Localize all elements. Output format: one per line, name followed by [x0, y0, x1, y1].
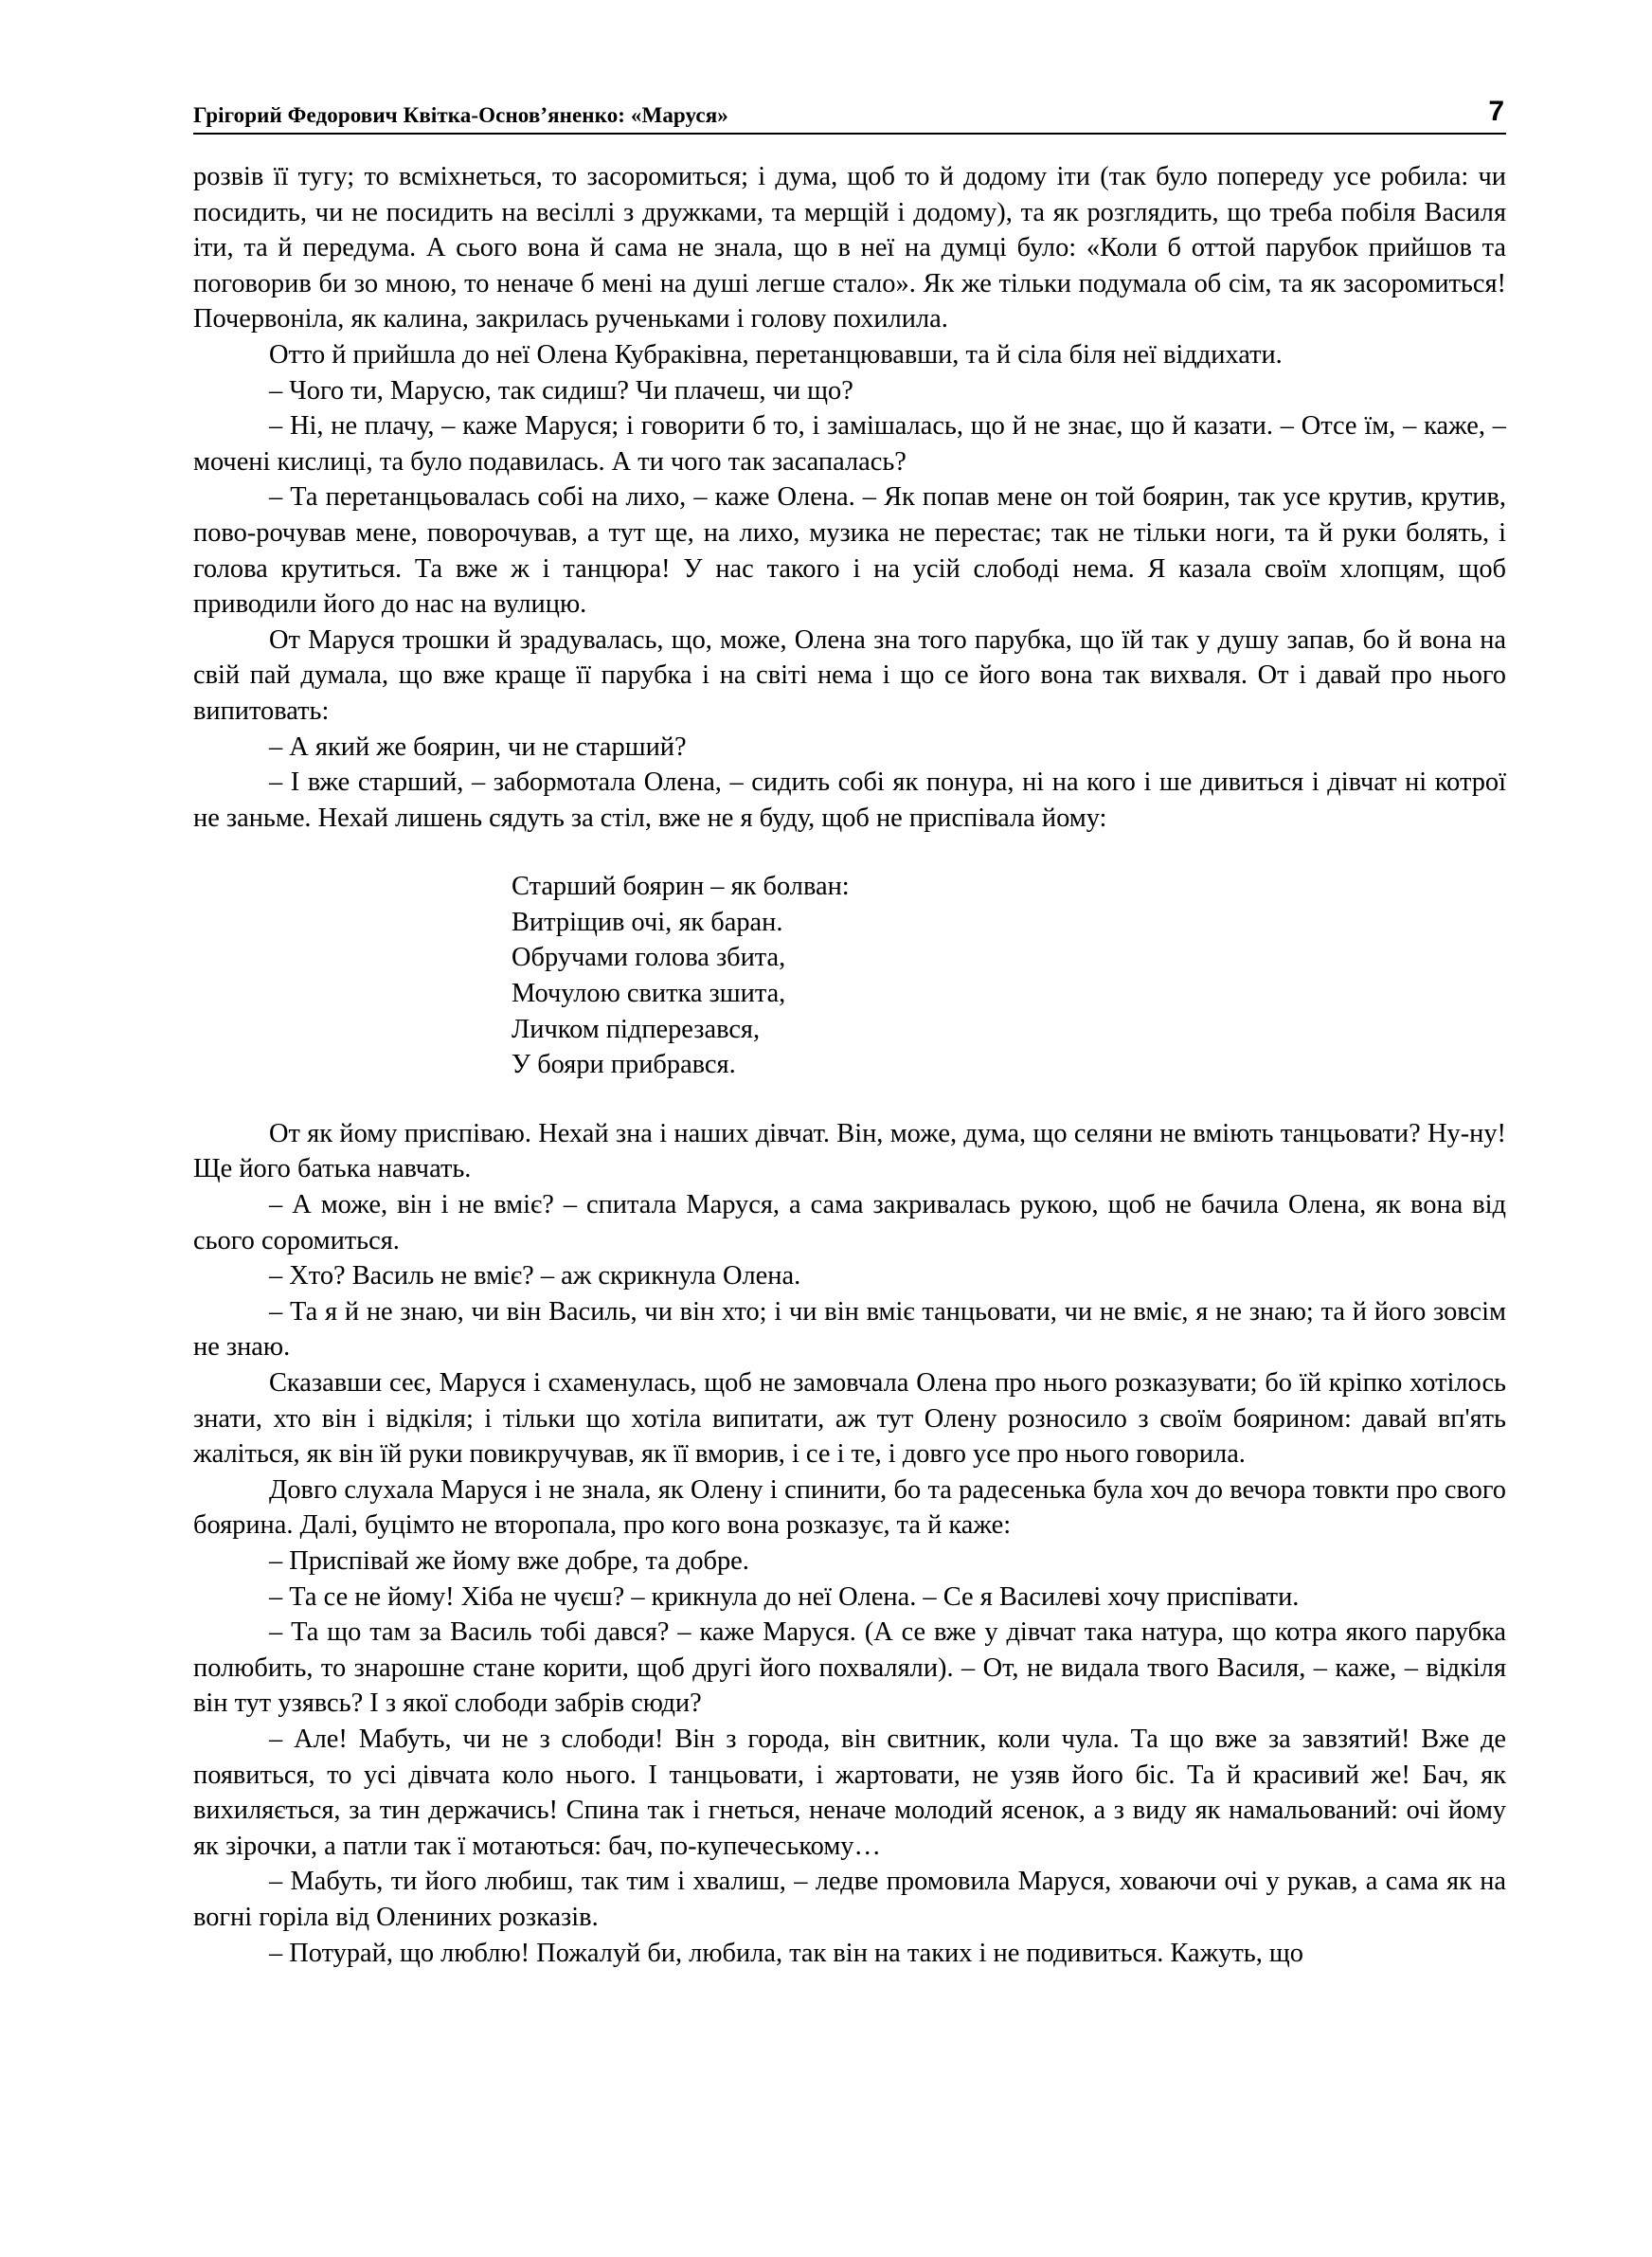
running-title: Грігорий Федорович Квітка-Основ’яненко: «Маруся»	[193, 103, 728, 127]
paragraph: розвів її тугу; то всміхнеться, то засоромиться; і дума, щоб то й додому іти (так було попереду усе робила: чи посидить, чи не посидить на весіллі з дружками, та мерщій і додому), та як розглядить, що треба побіля Василя іти, та й передума. А сього вона й сама не знала, що в неї на думці було: «Коли б оттой парубок прийшов та поговорив би зо мною, то неначе б мені на душі легше стало». Як же тільки подумала об сім, та як засоромиться! Почервоніла, як калина, закрилась рученьками і голову похилила.	[193, 162, 1506, 334]
verse-line: Старший боярин – як болван:	[512, 872, 850, 902]
verse-line: Обручами голова збита,	[512, 943, 786, 973]
paragraph: От як йому приспіваю. Нехай зна і наших дівчат. Він, може, дума, що селяни не вміють танцьовати? Ну-ну! Ще його батька навчать.	[193, 1118, 1506, 1184]
verse-line: У бояри прибрався.	[512, 1050, 736, 1080]
paragraph: – Потурай, що люблю! Пожалуй би, любила, так він на таких і не подивиться. Кажуть, що	[269, 1938, 1303, 1968]
paragraph: – Ні, не плачу, – каже Маруся; і говорити б то, і замішалась, що й не знає, що й казати. – Отсе їм, – каже, – мочені кислиці, та було подавилась. А ти чого так засапалась?	[193, 411, 1506, 477]
paragraph: – І вже старший, – забормотала Олена, – сидить собі як понура, ні на кого і ше дивиться і дівчат ні котрої не заньме. Нехай лишень сядуть за стіл, вже не я буду, щоб не приспівала йому:	[193, 767, 1506, 833]
paragraph: Довго слухала Маруся і не знала, як Олену і спинити, бо та радесенька була хоч до вечора товкти про свого боярина. Далі, буцімто не второпала, про кого вона розказує, та й каже:	[193, 1474, 1506, 1541]
verse-line: Мочулою свитка зшита,	[512, 979, 786, 1009]
verse-line: Личком підперезався,	[512, 1014, 761, 1044]
paragraph: – Та я й не знаю, чи він Василь, чи він хто; і чи він вміє танцьовати, чи не вміє, я не знаю; та й його зовсім не знаю.	[193, 1296, 1506, 1363]
paragraph: – А може, він і не вміє? – спитала Маруся, а сама закривалась рукою, щоб не бачила Олена, як вона від сього соромиться.	[193, 1190, 1506, 1255]
paragraph: – А який же боярин, чи не старший?	[269, 731, 687, 762]
verse-block	[512, 869, 1506, 1083]
paragraph: – Мабуть, ти його любиш, так тим і хвалиш, – ледве промовила Маруся, ховаючи очі у рукав, а сама як на вогні горіла від Олениних розказів.	[193, 1867, 1506, 1932]
paragraph: От Маруся трошки й зрадувалась, що, може, Олена зна того парубка, що їй так у душу запав, бо й вона на свій пай думала, що вже краще її парубка і на світі нема і що се його вона так вихваля. От і давай про нього випитовать:	[193, 624, 1506, 726]
paragraph: – Хто? Василь не вміє? – аж скрикнула Олена.	[269, 1261, 801, 1291]
main-text	[193, 159, 1506, 1971]
paragraph: – Та що там за Василь тобі дався? – каже Маруся. (А се вже у дівчат така натура, що котра якого парубка полюбить, то знарошне стане корити, щоб другі його похваляли). – От, не видала твого Василя, – каже, – відкіля він тут узявсь? І з якої слободи забрів сюди?	[193, 1617, 1506, 1719]
verse-line: Витріщив очі, як баран.	[512, 907, 783, 937]
paragraph: – Чого ти, Марусю, так сидиш? Чи плачеш, чи що?	[269, 375, 853, 406]
paragraph: Сказавши сеє, Маруся і схаменулась, щоб не замовчала Олена про нього розказувати; бо їй кріпко хотілось знати, хто він і відкіля; і тільки що хотіла випитати, аж тут Олену розносило з своїм боярином: давай вп'ять жаліться, як він їй руки повикручував, як її вморив, і се і те, і довго усе про нього говорила.	[193, 1368, 1506, 1470]
paragraph: – Приспівай же йому вже добре, та добре.	[269, 1545, 749, 1576]
page-number: 7	[1488, 96, 1504, 127]
paragraph: – Та перетанцьовалась собі на лихо, – каже Олена. – Як попав мене он той боярин, так усе крутив, крутив, пово-рочував мене, поворочував, а тут ще, на лихо, музика не перестає; так не тільки ноги, та й руки болять, і голова крутиться. Та вже ж і танцюра! У нас такого і на усій слободі нема. Я казала своїм хлопцям, щоб приводили його до нас на вулицю.	[193, 482, 1506, 620]
paragraph: Отто й прийшла до неї Олена Кубраківна, перетанцювавши, та й сіла біля неї віддихати.	[269, 339, 1283, 370]
paragraph: – Та се не йому! Хіба не чуєш? – крикнула до неї Олена. – Се я Василеві хочу приспівати.	[269, 1581, 1300, 1612]
paragraph: – Але! Мабуть, чи не з слободи! Він з города, він свитник, коли чула. Та що вже за завзятий! Вже де появиться, то усі дівчата коло нього. І танцьовати, і жартовати, не узяв його біс. Та й красивий же! Бач, як вихиляється, за тин держачись! Спина так і гнеться, неначе молодий ясенок, а з виду як намальований: очі йому як зірочки, а патли так ї мотаються: бач, по-купечеському…	[193, 1724, 1506, 1861]
page-header	[193, 89, 1506, 135]
